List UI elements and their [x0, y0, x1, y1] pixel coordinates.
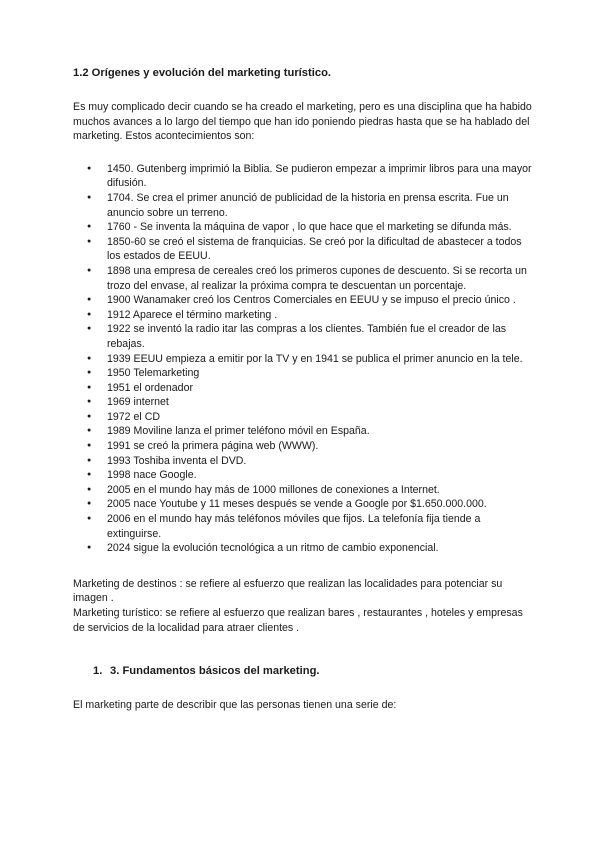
list-item: ● 1951 el ordenador: [95, 381, 533, 396]
list-item: ● 1950 Telemarketing: [95, 366, 533, 381]
document-page: [73, 66, 533, 713]
list-item: ● 1912 Aparece el término marketing .: [95, 308, 533, 323]
list-item: ● 1993 Toshiba inventa el DVD.: [95, 454, 533, 469]
list-item: ● 1704. Se crea el primer anunció de publicidad de la historia en prensa escrita. Fue un anuncio sobre un terreno.: [95, 191, 533, 220]
intro-paragraph: Es muy complicado decir cuando se ha creado el marketing, pero es una disciplina que ha habido muchos avances a lo largo del tiempo que han ido poniendo piedras hasta que se ha hablado del marketing. Estos acontecimientos son:: [73, 101, 532, 143]
section-heading-origins: 1.2 Orígenes y evolución del marketing turístico.: [73, 67, 332, 79]
list-item: ● 1989 Moviline lanza el primer teléfono móvil en España.: [95, 424, 533, 439]
list-item: ● 1972 el CD: [95, 410, 533, 425]
list-item: ● 2005 nace Youtube y 11 meses después se vende a Google por $1.650.000.000.: [95, 497, 533, 512]
section-number: 1.: [93, 665, 103, 678]
list-item: ● 2006 en el mundo hay más teléfonos móviles que fijos. La telefonía fija tiende a extinguirse.: [95, 512, 533, 541]
closing-paragraph: El marketing parte de describir que las personas tienen una serie de:: [73, 699, 397, 712]
list-item: ● 1991 se creó la primera página web (WWW).: [95, 439, 533, 454]
list-item: ● 1900 Wanamaker creó los Centros Comerciales en EEUU y se impuso el precio único .: [95, 293, 533, 308]
list-item: ● 1450. Gutenberg imprimió la Biblia. Se pudieron empezar a imprimir libros para una mayor difusión.: [95, 162, 533, 191]
definition-destinations: Marketing de destinos : se refiere al esfuerzo que realizan las localidades para potenciar su imagen .: [73, 577, 503, 605]
list-item: ● 1850-60 se creó el sistema de franquicias. Se creó por la dificultad de abastecer a todos los estados de EEUU.: [95, 235, 533, 264]
list-item: ● 1939 EEUU empieza a emitir por la TV y en 1941 se publica el primer anuncio en la tele.: [95, 352, 533, 367]
list-item: ● 1922 se inventó la radio itar las compras a los clientes. También fue el creador de las rebajas.: [95, 322, 533, 351]
list-item: ● 2005 en el mundo hay más de 1000 millones de conexiones a Internet.: [95, 483, 533, 498]
events-list: [73, 162, 533, 556]
section-title: 3. Fundamentos básicos del marketing.: [110, 665, 320, 678]
list-item: ● 1969 internet: [95, 395, 533, 410]
section-heading-fundamentals: [93, 664, 533, 678]
definition-tourism: Marketing turístico: se refiere al esfuerzo que realizan bares , restaurantes , hoteles y empresas de servicios de la localidad para atraer clientes .: [73, 607, 523, 634]
definitions-block: [73, 577, 533, 635]
list-item: ● 1898 una empresa de cereales creó los primeros cupones de descuento. Si se recorta un trozo del envase, al realizar la próxima compra te descuentan un porcentaje.: [95, 264, 533, 293]
list-item: ● 1760 - Se inventa la máquina de vapor , lo que hace que el marketing se difunda más.: [95, 220, 533, 235]
list-item: ● 2024 sigue la evolución tecnológica a un ritmo de cambio exponencial.: [95, 541, 533, 556]
list-item: ● 1998 nace Google.: [95, 468, 533, 483]
